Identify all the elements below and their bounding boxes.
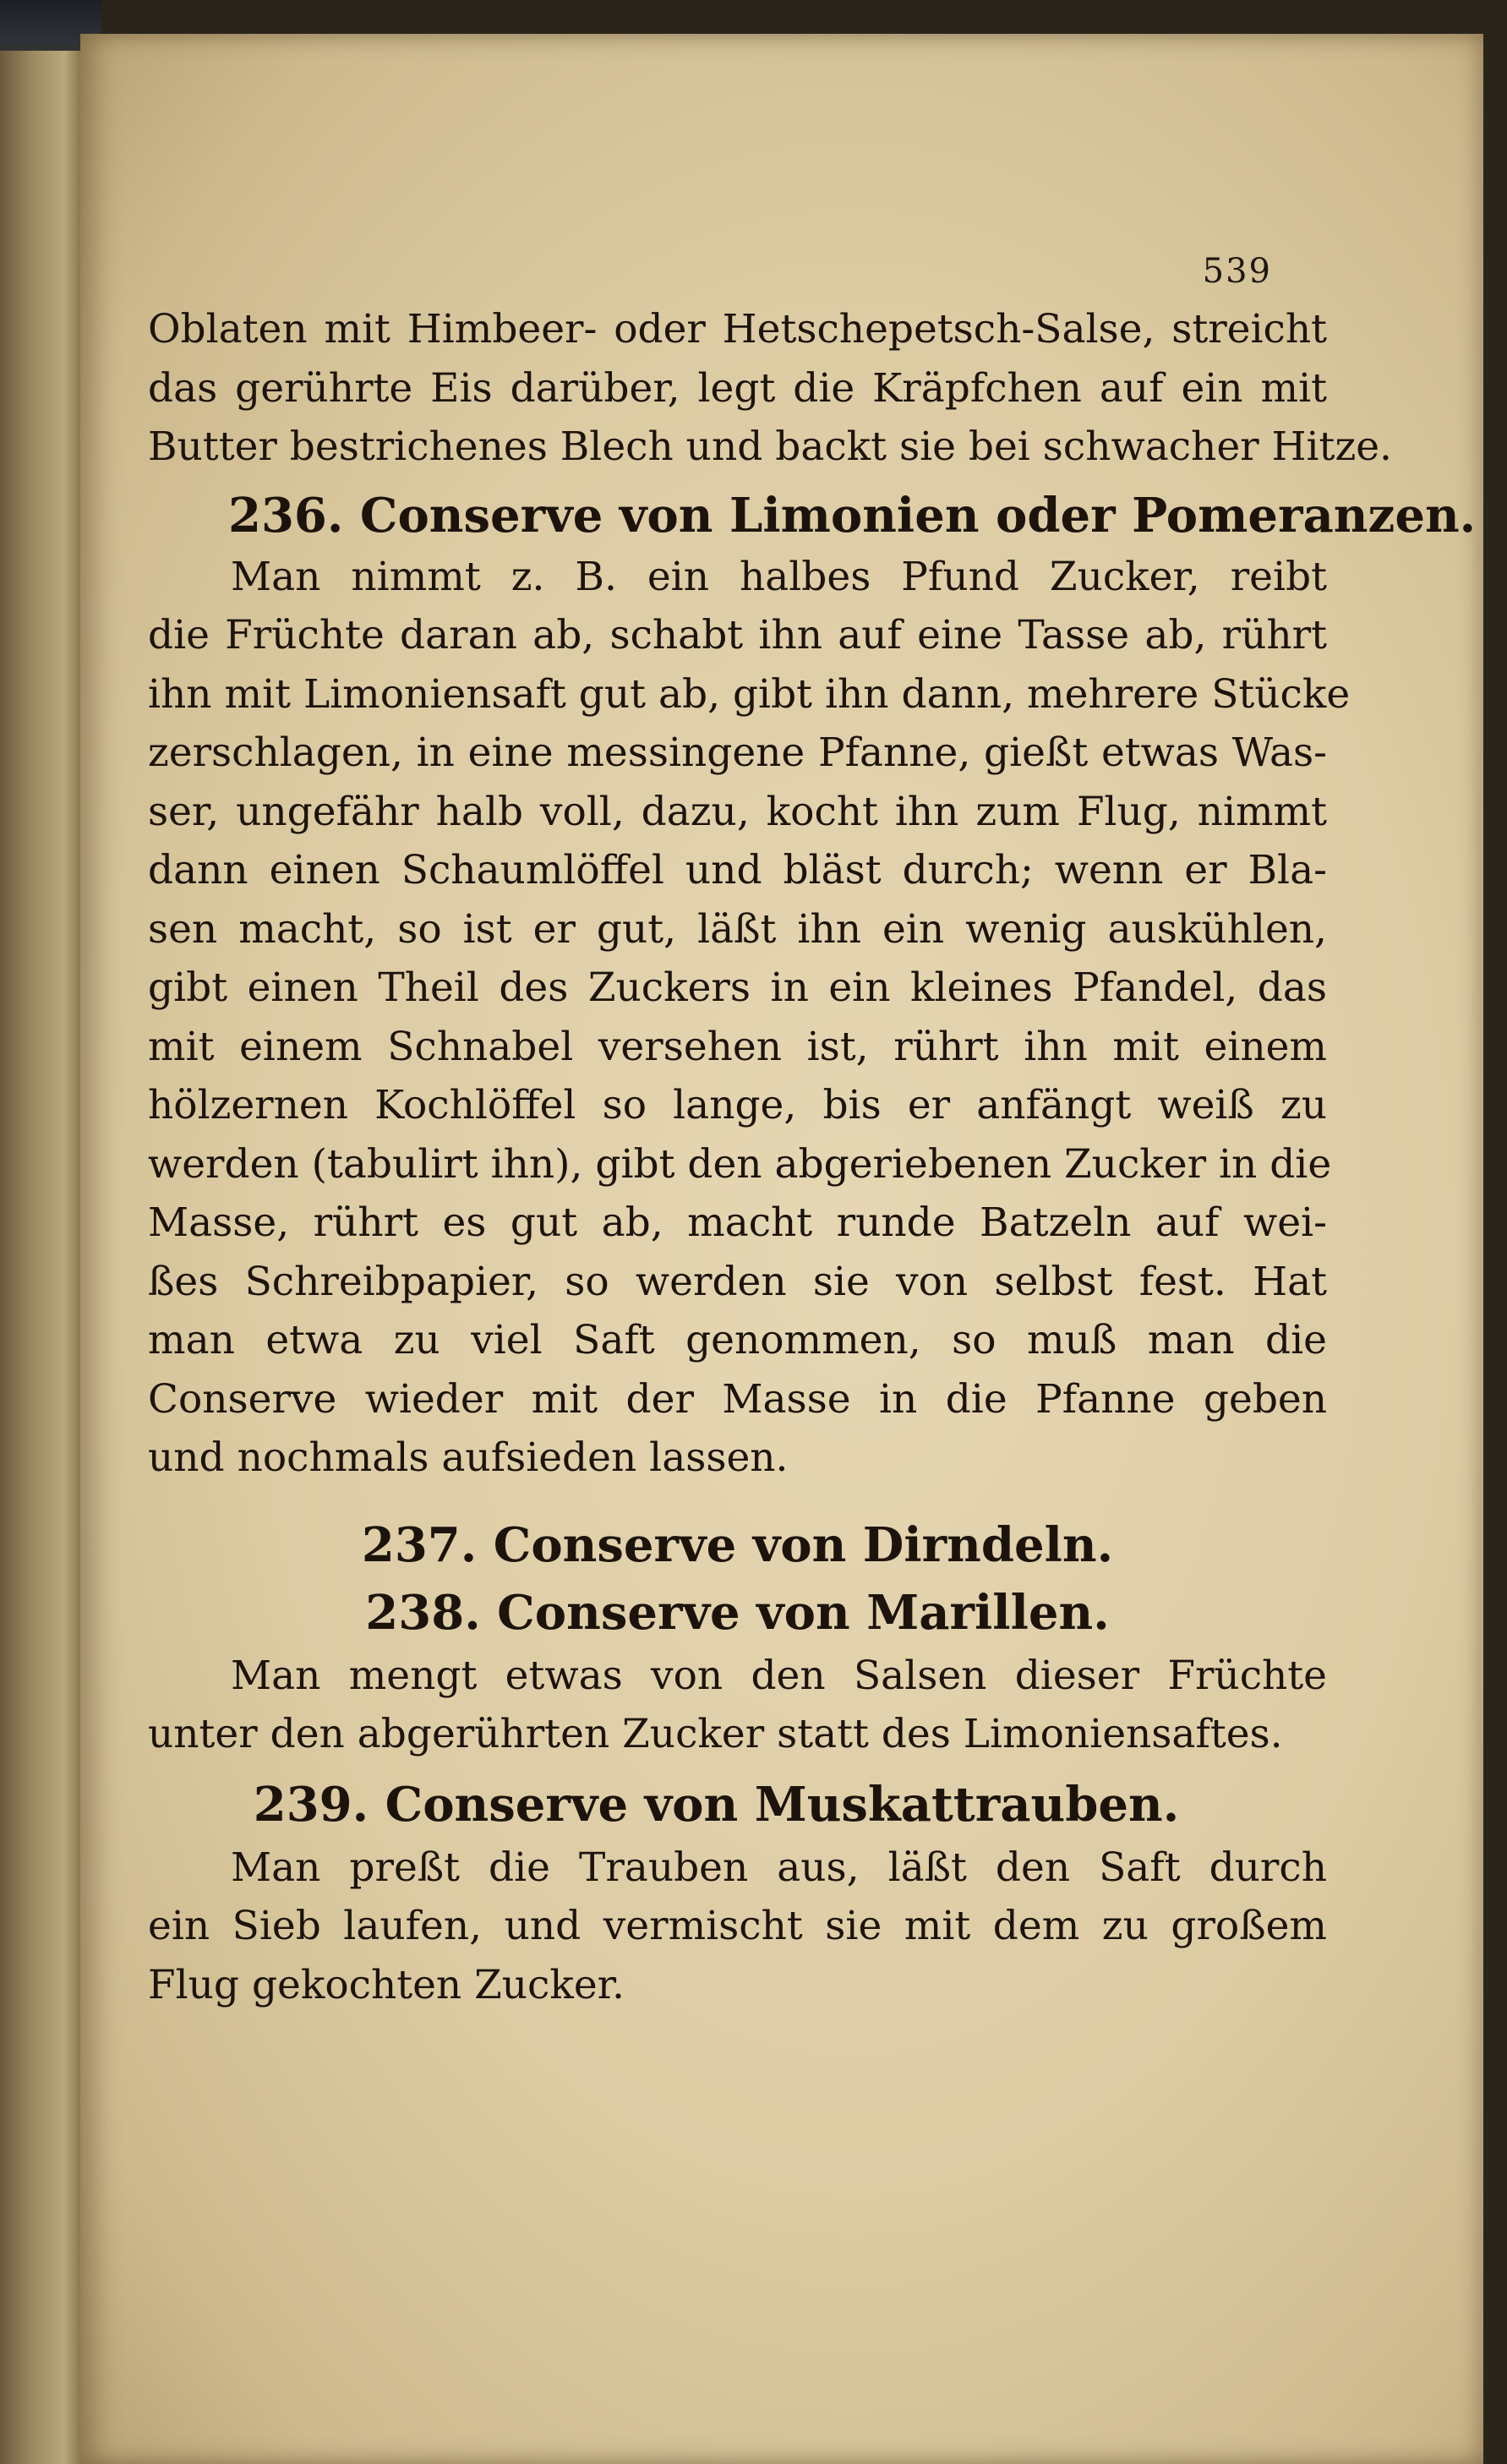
text-line: ßes Schreibpapier, so werden sie von selbst fest. Hat [148, 1258, 1327, 1305]
text-line: ihn mit Limoniensaft gut ab, gibt ihn dann, mehrere Stücke [148, 670, 1351, 718]
recipe-heading-237: 237. Conserve von Dirndeln. [361, 1516, 1114, 1573]
page-text [148, 300, 1477, 2014]
facing-page-edge [0, 51, 80, 2464]
recipe-heading-238: 238. Conserve von Marillen. [365, 1584, 1110, 1641]
text-line: mit einem Schnabel versehen ist, rührt ihn mit einem [148, 1023, 1327, 1070]
text-line: dann einen Schaumlöffel und bläst durch; wenn er Bla- [148, 847, 1327, 893]
text-line: Man nimmt z. B. ein halbes Pfund Zucker, reibt [231, 553, 1327, 600]
recipe-heading-239: 239. Conserve von Muskattrauben. [253, 1776, 1180, 1833]
text-line: Oblaten mit Himbeer- oder Hetschepetsch-Salse, streicht [148, 306, 1327, 352]
text-line: und nochmals aufsieden lassen. [148, 1434, 789, 1481]
text-line: Conserve wieder mit der Masse in die Pfanne geben [148, 1375, 1327, 1423]
text-line: man etwa zu viel Saft genommen, so muß man die [148, 1317, 1327, 1363]
text-line: Flug gekochten Zucker. [148, 1961, 625, 2008]
recipe-heading-236: 236. Conserve von Limonien oder Pomeranzen. [228, 487, 1477, 544]
text-line: das gerührte Eis darüber, legt die Kräpfchen auf ein mit [148, 364, 1327, 412]
text-line: Man preßt die Trauben aus, läßt den Saft durch [231, 1844, 1327, 1891]
text-line: die Früchte daran ab, schabt ihn auf eine Tasse ab, rührt [148, 612, 1327, 658]
text-line: ein Sieb laufen, und vermischt sie mit dem zu großem [148, 1903, 1327, 1949]
text-line: Butter bestrichenes Blech und backt sie bei schwacher Hitze. [148, 423, 1392, 470]
text-line: hölzernen Kochlöffel so lange, bis er anfängt weiß zu [148, 1082, 1327, 1128]
text-line: Man mengt etwas von den Salsen dieser Früchte [231, 1652, 1327, 1699]
text-line: unter den abgerührten Zucker statt des Limoniensaftes. [148, 1711, 1283, 1757]
text-line: sen macht, so ist er gut, läßt ihn ein wenig auskühlen, [148, 905, 1327, 953]
text-line: zerschlagen, in eine messingene Pfanne, gießt etwas Was- [148, 729, 1327, 776]
page-number: 539 [1202, 252, 1272, 291]
text-line: gibt einen Theil des Zuckers in ein kleines Pfandel, das [148, 964, 1327, 1011]
text-line: ser, ungefähr halb voll, dazu, kocht ihn zum Flug, nimmt [148, 788, 1327, 835]
text-line: Masse, rührt es gut ab, macht runde Batzeln auf wei- [148, 1199, 1327, 1246]
text-line: werden (tabulirt ihn), gibt den abgeriebenen Zucker in die [148, 1140, 1332, 1188]
